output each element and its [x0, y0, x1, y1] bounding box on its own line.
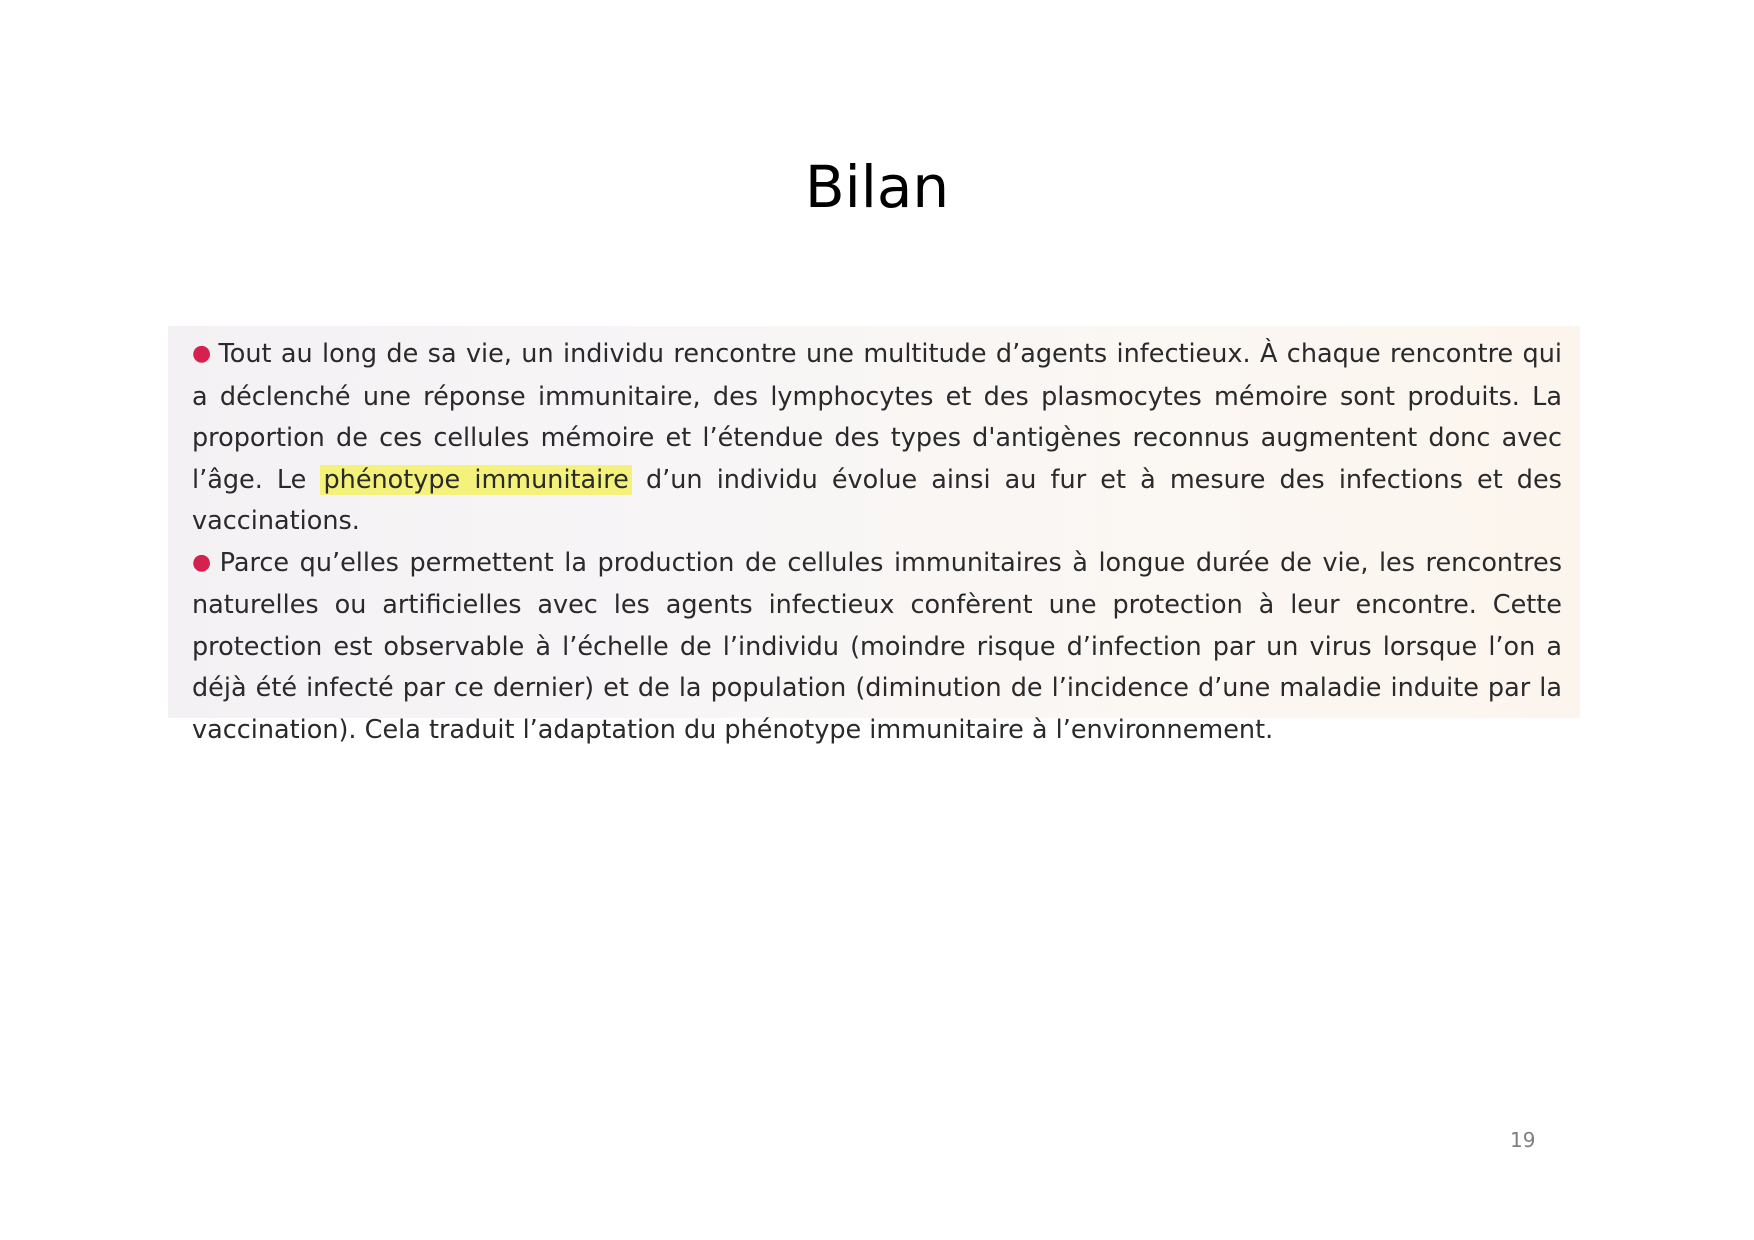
paragraph-1: [192, 334, 1562, 543]
bullet-icon: ●: [192, 341, 213, 366]
paragraph-1-text-start: Tout au long de sa vie, un individu rencontre une multitude d’agents infectieux. À chaque rencontre qui a déclenché une réponse immunitaire, des lymphocytes et des plasmocytes mémoire sont produits. La proportion de ces cellules mémoire et l’étendue des types d'antigènes reconnus augmentent donc avec l’âge. Le: [192, 339, 1562, 495]
paragraph-2-text: Parce qu’elles permettent la production de cellules immunitaires à longue durée de vie, les rencontres naturelles ou artificielles avec les agents infectieux confèrent une protection à leur encontre. Cette protection est observable à l’échelle de l’individu (moindre risque d’infection par un virus lorsque l’on a déjà été infecté par ce dernier) et de la population (diminution de l’incidence d’une maladie induite par la vaccination). Cela traduit l’adaptation du phénotype immunitaire à l’environnement.: [192, 547, 1562, 745]
bullet-icon: ●: [192, 549, 214, 575]
page-number: 19: [1510, 1128, 1536, 1152]
highlighted-term: phénotype immunitaire: [320, 465, 631, 495]
paragraph-2: [192, 543, 1562, 752]
scanned-text-excerpt: [168, 326, 1580, 745]
slide-title: Bilan: [804, 153, 950, 221]
paragraph-1-text-end: d’un individu évolue ainsi au fur et à mesure des infections et des vaccinations.: [192, 464, 1562, 536]
